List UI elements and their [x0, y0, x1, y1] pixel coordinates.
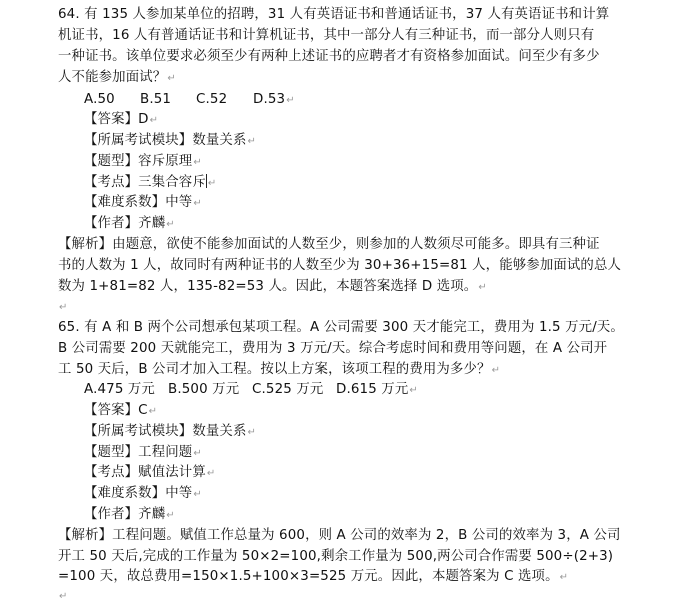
q65-analysis-line-2: 开工 50 天后,完成的工作量为 50×2=100,剩余工作量为 500,两公司合作需要 500÷(2+3) — [58, 549, 614, 564]
q64-answer: 【答案】D↵ — [84, 112, 159, 127]
q64-option-b: B.51 — [140, 92, 172, 107]
q65-analysis-line-3: =100 天，故总费用=150×1.5+100×3=525 万元。因此，本题答案为 C 选项。↵ — [58, 569, 569, 584]
q64-option-a: A.50 — [84, 92, 115, 107]
q65-answer: 【答案】C↵ — [84, 403, 158, 418]
q64-option-c: C.52 — [196, 92, 228, 107]
empty-paragraph — [58, 586, 68, 607]
paragraph-mark: ↵ — [166, 219, 175, 230]
q65-option-d: D.615 万元 — [336, 382, 409, 397]
q64-analysis-line-3: 数为 1+81=82 人，135-82=53 人。因此，本题答案选择 D 选项。↵ — [58, 279, 487, 294]
paragraph-mark: ↵ — [206, 468, 216, 479]
q64-stem-line-4: 人不能参加面试？↵ — [58, 70, 176, 85]
q64-point: 【考点】三集合容斥 ↵ — [84, 175, 217, 190]
paragraph-mark: ↵ — [193, 448, 202, 459]
text-cursor — [206, 174, 207, 188]
paragraph-mark: ↵ — [207, 178, 217, 189]
q64-analysis-line-1: 【解析】由题意，欲使不能参加面试的人数至少，则参加的人数须尽可能多。即具有三种证 — [58, 237, 600, 252]
q64-analysis-line-2: 书的人数为 1 人，故同时有两种证书的人数至少为 30+36+15=81 人，能够参加面试的总人 — [58, 258, 622, 273]
q65-option-a: A.475 万元 — [84, 382, 155, 397]
paragraph-mark: ↵ — [166, 510, 175, 521]
q65-options — [84, 380, 418, 401]
paragraph-mark: ↵ — [286, 95, 295, 106]
q65-stem-line-2: B 公司需要 200 天就能完工，费用为 3 万元/天。综合考虑时间和费用等问题，在 A 公司开 — [58, 341, 608, 356]
q64-difficulty: 【难度系数】中等↵ — [84, 195, 202, 210]
paragraph-mark: ↵ — [149, 115, 159, 126]
q65-type: 【题型】工程问题↵ — [84, 445, 202, 460]
q65-difficulty: 【难度系数】中等↵ — [84, 486, 202, 501]
q64-module: 【所属考试模块】数量关系↵ — [84, 133, 257, 148]
q65-analysis-line-1: 【解析】工程问题。赋值工作总量为 600，则 A 公司的效率为 2，B 公司的效率为 3，A 公司 — [58, 528, 621, 543]
paragraph-mark: ↵ — [59, 302, 68, 313]
paragraph-mark: ↵ — [193, 489, 202, 500]
empty-paragraph — [58, 297, 68, 318]
paragraph-mark: ↵ — [59, 591, 68, 602]
q65-point: 【考点】赋值法计算↵ — [84, 465, 216, 480]
q64-type: 【题型】容斥原理↵ — [84, 154, 202, 169]
paragraph-mark: ↵ — [167, 73, 176, 84]
paragraph-mark: ↵ — [491, 365, 501, 376]
paragraph-mark: ↵ — [247, 136, 257, 147]
q65-module: 【所属考试模块】数量关系↵ — [84, 424, 257, 439]
q65-stem-line-3: 工 50 天后，B 公司才加入工程。按以上方案，该项工程的费用为多少？↵ — [58, 362, 501, 377]
paragraph-mark: ↵ — [247, 427, 257, 438]
q65-stem-line-1: 65. 有 A 和 B 两个公司想承包某项工程。A 公司需要 300 天才能完工，费用为 1.5 万元/天。 — [58, 320, 624, 335]
q64-stem-line-3: 一种证书。该单位要求必须至少有两种上述证书的应聘者才有资格参加面试。问至少有多少 — [58, 49, 600, 64]
paragraph-mark: ↵ — [559, 572, 569, 583]
q64-stem-line-1: 64. 有 135 人参加某单位的招聘，31 人有英语证书和普通话证书，37 人有英语证书和计算 — [58, 7, 610, 22]
q64-option-d: D.53 — [253, 92, 286, 107]
q65-option-b: B.500 万元 — [168, 382, 240, 397]
paragraph-mark: ↵ — [193, 157, 202, 168]
q64-stem-line-2: 机证书，16 人有普通话证书和计算机证书，其中一部分人有三种证书，而一部分人则只有 — [58, 28, 595, 43]
paragraph-mark: ↵ — [478, 282, 487, 293]
paragraph-mark: ↵ — [409, 385, 418, 396]
q65-option-c: C.525 万元 — [252, 382, 324, 397]
q64-options — [84, 90, 295, 111]
paragraph-mark: ↵ — [193, 198, 202, 209]
q64-author: 【作者】齐麟↵ — [84, 216, 175, 231]
paragraph-mark: ↵ — [148, 406, 158, 417]
q65-author: 【作者】齐麟↵ — [84, 507, 175, 522]
